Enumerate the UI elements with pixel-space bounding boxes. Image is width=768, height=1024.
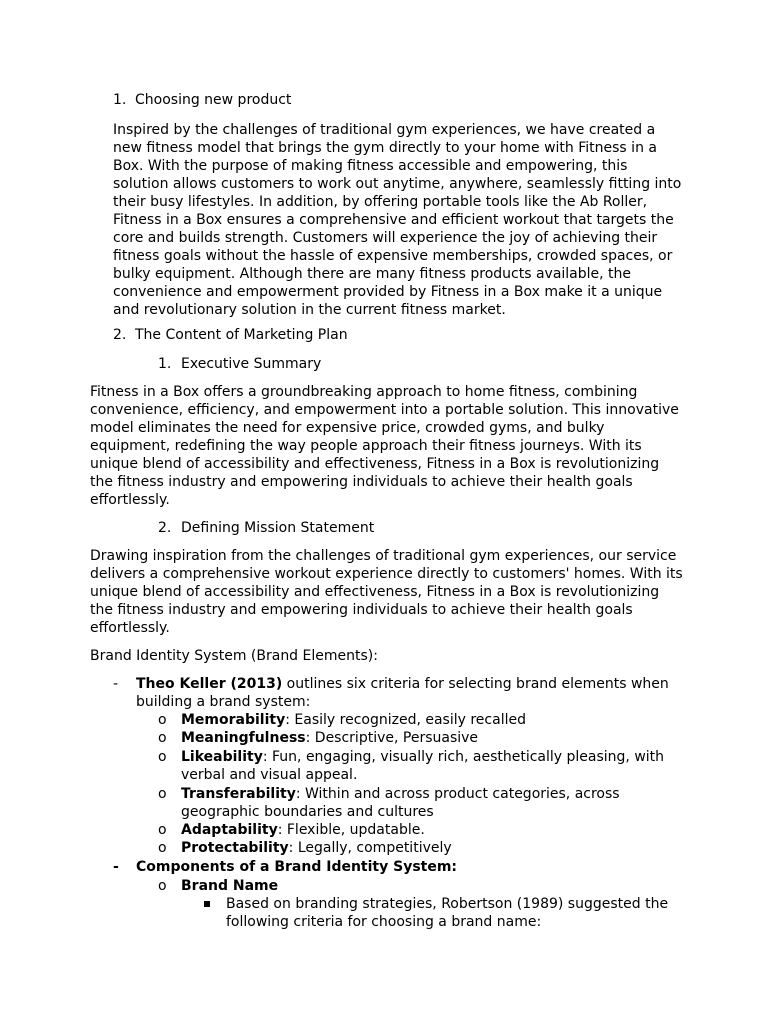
dash-bullet-bold: - — [113, 859, 119, 875]
criterion-likeability-line-2: verbal and visual appeal. — [181, 767, 358, 783]
o-bullet: o — [158, 840, 167, 856]
criterion-desc: : Legally, competitively — [288, 840, 452, 856]
brand-identity-heading: Brand Identity System (Brand Elements): — [90, 648, 378, 664]
o-bullet: o — [158, 878, 167, 894]
criterion-memorability — [181, 711, 526, 729]
keller-rest: outlines six criteria for selecting brand elements when — [282, 676, 669, 692]
paragraph-line: model eliminates the need for expensive price, crowded gyms, and bulky — [90, 420, 605, 436]
paragraph-line: and revolutionary solution in the current fitness market. — [113, 302, 506, 318]
paragraph-line: unique blend of accessibility and effectiveness, Fitness in a Box is revolutionizing — [90, 456, 660, 472]
paragraph-line: Box. With the purpose of making fitness accessible and empowering, this — [113, 158, 628, 174]
paragraph-line: new fitness model that brings the gym directly to your home with Fitness in a — [113, 140, 657, 156]
subsection-number: 1. — [158, 356, 172, 372]
paragraph-line: convenience, efficiency, and empowerment into a portable solution. This innovative — [90, 402, 679, 418]
o-bullet: o — [158, 786, 167, 802]
criterion-protectability — [181, 839, 452, 857]
subsection-number: 2. — [158, 520, 172, 536]
paragraph-line: effortlessly. — [90, 492, 170, 508]
o-bullet: o — [158, 822, 167, 838]
criterion-meaningfulness — [181, 729, 478, 747]
paragraph-line: delivers a comprehensive workout experience directly to customers' homes. With its — [90, 566, 683, 582]
section-title-choosing-new-product: Choosing new product — [135, 92, 292, 108]
section-number: 1. — [113, 92, 127, 108]
criterion-label: Likeability — [181, 749, 263, 765]
criterion-desc: : Fun, engaging, visually rich, aesthetically pleasing, with — [262, 749, 665, 765]
robertson-line: Based on branding strategies, Robertson (1989) suggested the — [226, 896, 669, 912]
criterion-label: Protectability — [181, 840, 289, 856]
o-bullet: o — [158, 730, 167, 746]
criterion-desc: : Flexible, updatable. — [277, 822, 425, 838]
robertson-line-2: following criteria for choosing a brand name: — [226, 914, 542, 930]
paragraph-line: Fitness in a Box ensures a comprehensive and efficient workout that targets the — [113, 212, 674, 228]
paragraph-line: equipment, redefining the way people approach their fitness journeys. With its — [90, 438, 642, 454]
criterion-label: Meaningfulness — [181, 730, 306, 746]
subsection-title-mission-statement: Defining Mission Statement — [181, 520, 375, 536]
paragraph-line: convenience and empowerment provided by Fitness in a Box make it a unique — [113, 284, 663, 300]
keller-line-2: building a brand system: — [136, 694, 311, 710]
paragraph-line: fitness goals without the hassle of expensive memberships, crowded spaces, or — [113, 248, 673, 264]
o-bullet: o — [158, 712, 167, 728]
subsection-title-executive-summary: Executive Summary — [181, 356, 322, 372]
square-bullet-icon — [204, 901, 210, 907]
criterion-label: Memorability — [181, 712, 286, 728]
keller-bold: Theo Keller (2013) — [136, 676, 283, 692]
criterion-label: Adaptability — [181, 822, 278, 838]
keller-line — [136, 675, 669, 693]
paragraph-line: Inspired by the challenges of traditional gym experiences, we have created a — [113, 122, 656, 138]
paragraph-line: the fitness industry and empowering individuals to achieve their health goals — [90, 602, 633, 618]
criterion-likeability — [181, 748, 664, 766]
criterion-adaptability — [181, 821, 425, 839]
paragraph-line: solution allows customers to work out anytime, anywhere, seamlessly fitting into — [113, 176, 682, 192]
criterion-desc: : Descriptive, Persuasive — [305, 730, 479, 746]
criterion-desc: : Easily recognized, easily recalled — [285, 712, 526, 728]
criterion-desc: : Within and across product categories, across — [295, 786, 620, 802]
brand-name-heading: Brand Name — [181, 878, 279, 894]
o-bullet: o — [158, 749, 167, 765]
section-title-marketing-plan: The Content of Marketing Plan — [135, 327, 348, 343]
paragraph-line: the fitness industry and empowering individuals to achieve their health goals — [90, 474, 633, 490]
paragraph-line: unique blend of accessibility and effectiveness, Fitness in a Box is revolutionizing — [90, 584, 660, 600]
criterion-label: Transferability — [181, 786, 296, 802]
components-heading: Components of a Brand Identity System: — [136, 859, 458, 875]
paragraph-line: effortlessly. — [90, 620, 170, 636]
paragraph-line: their busy lifestyles. In addition, by offering portable tools like the Ab Roller, — [113, 194, 648, 210]
criterion-transferability-line-2: geographic boundaries and cultures — [181, 804, 434, 820]
paragraph-line: Drawing inspiration from the challenges of traditional gym experiences, our service — [90, 548, 677, 564]
section-number: 2. — [113, 327, 127, 343]
criterion-transferability — [181, 785, 620, 803]
dash-bullet: - — [113, 676, 119, 692]
paragraph-line: Fitness in a Box offers a groundbreaking approach to home fitness, combining — [90, 384, 638, 400]
paragraph-line: core and builds strength. Customers will experience the joy of achieving their — [113, 230, 658, 246]
paragraph-line: bulky equipment. Although there are many fitness products available, the — [113, 266, 632, 282]
